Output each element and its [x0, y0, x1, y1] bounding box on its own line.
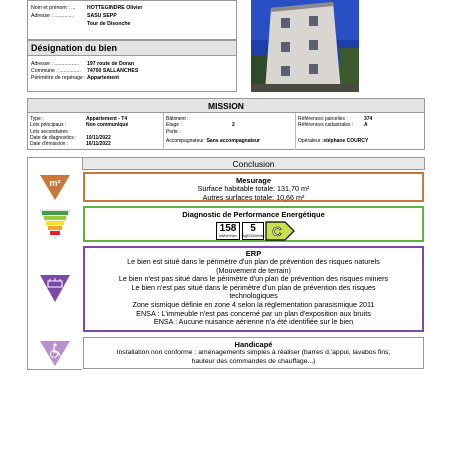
- owner-section: [27, 0, 237, 40]
- designation-address-row: [31, 61, 134, 67]
- owner-name-value: HOTTEGINDRE Olivier: [87, 5, 143, 11]
- erp-line: technologiques: [229, 291, 278, 301]
- mission-lots-value: Non communiqué: [86, 122, 129, 128]
- mesurage-autres-surfaces: Autres surfaces totale: 10,66 m²: [202, 192, 305, 202]
- mission-title: MISSION: [28, 99, 424, 113]
- owner-address-row: [31, 13, 117, 19]
- mission-etage-row: [166, 122, 235, 128]
- svg-text:m²: m²: [49, 178, 61, 188]
- handicape-line-2: hauteur des commandes de chauffage...): [191, 357, 316, 365]
- designation-commune-label: Commune : ...............: [31, 68, 81, 74]
- svg-text:C: C: [272, 224, 282, 239]
- designation-section: [27, 40, 237, 92]
- designation-address-label: Adresse : .................: [31, 61, 79, 67]
- erp-line: ENSA : Aucune nuisance aérienne n'a été identifiée sur le bien: [153, 317, 354, 327]
- wheelchair-icon: [38, 338, 72, 368]
- mission-date-diag-label: Date de diagnostics :: [30, 135, 77, 141]
- erp-line: Le bien est situé dans le périmètre d'un plan de prévention des risques naturels: [127, 257, 380, 266]
- dpe-energy: [216, 222, 240, 240]
- mission-etage-value: 2: [232, 122, 235, 128]
- erp-hazard-icon: [38, 272, 72, 304]
- designation-perimetre-label: Périmètre de repérage :: [31, 75, 86, 81]
- mission-ref-cad-label: Références cadastrales :: [298, 122, 354, 128]
- mission-porte-label: Porte :: [166, 129, 181, 135]
- designation-title: Désignation du bien: [28, 41, 236, 56]
- erp-line: Le bien n'est pas situé dans le périmètre d'un plan de prévention des risques miniers: [118, 274, 389, 284]
- designation-commune-row: [31, 68, 138, 74]
- owner-address-value-2: Tour de Disonche: [87, 21, 131, 27]
- mission-accomp-value: Sans accompagnateur: [206, 138, 260, 144]
- owner-address-value-1: SASU SEPP: [87, 13, 117, 19]
- mission-date-em-label: Date d'émission :: [30, 141, 69, 147]
- erp-title: ERP: [245, 249, 262, 258]
- erp-line: ENSA : L'immeuble n'est pas concerné par un plan d'exposition aux bruits: [136, 308, 371, 318]
- dpe-class-arrow: [265, 221, 295, 241]
- dpe-energy-unit: kWh/m²/an: [219, 234, 237, 238]
- mission-cell-batiment: [164, 113, 296, 150]
- mission-accomp-label: Accompagnateur :: [166, 138, 207, 144]
- mission-cell-type: [28, 113, 164, 150]
- mesurage-icon: [38, 172, 72, 202]
- mesurage-title: Mesurage: [235, 176, 271, 185]
- erp-box: [83, 246, 424, 332]
- mission-type-value: Appartement - T4: [86, 116, 128, 122]
- erp-line: Le bien n'est pas situé dans le périmètre d'un plan de prévention des risques: [131, 282, 376, 292]
- owner-name-row: [31, 5, 142, 11]
- mission-lots-sec-label: Lots secondaires :: [30, 129, 71, 135]
- dpe-title: Diagnostic de Performance Energétique: [182, 210, 325, 219]
- erp-line: Zone sismique définie en zone 4 selon la règlementation parasismique 2011: [132, 299, 375, 309]
- mission-date-em-value: 16/11/2022: [86, 141, 111, 147]
- owner-name-label: Nom et prénom : ...: [31, 5, 76, 11]
- mission-porte-row: [166, 129, 181, 135]
- mesurage-surface-habitable: Surface habitable totale: 131,70 m²: [197, 184, 310, 193]
- mission-date-diag-value: 10/11/2022: [86, 135, 111, 141]
- building-photo-image: [251, 0, 359, 92]
- mission-type-label: Type :: [30, 116, 44, 122]
- mission-batiment-label: Bâtiment :: [166, 116, 189, 122]
- mesurage-box: [83, 172, 424, 202]
- mission-operateur-row: [298, 138, 368, 144]
- mission-operateur-label: Opérateur :: [298, 138, 324, 144]
- dpe-energy-value: 158: [219, 223, 237, 234]
- handicape-line-1: Installation non conforme : aménagements simples à réaliser (barres d,'appui, lavabos fins,: [116, 349, 391, 356]
- building-photo: [251, 0, 359, 92]
- mission-etage-label: Etage :: [166, 122, 182, 128]
- mission-ref-parc-label: Références parcelles :: [298, 116, 348, 122]
- designation-perimetre-value: Appartement: [87, 75, 119, 81]
- mission-date-em-row: [30, 141, 111, 147]
- handicape-title: Handicapé: [234, 340, 273, 349]
- dpe-icon: [38, 207, 72, 241]
- mission-accomp-row: [166, 138, 260, 144]
- owner-address-label: Adresse : .............: [31, 13, 74, 19]
- mission-cell-references: [296, 113, 426, 150]
- mission-lots-row: [30, 122, 128, 128]
- designation-commune-value: 74700 SALLANCHES: [87, 68, 139, 74]
- dpe-ges-unit: kgCO2/m²/an: [243, 234, 265, 238]
- mission-ref-cad-row: [298, 122, 368, 128]
- dpe-box: [83, 206, 424, 242]
- mission-ref-cad-value: A: [364, 122, 368, 128]
- dpe-ges-value: 5: [250, 223, 256, 234]
- designation-perimetre-row: [31, 75, 119, 81]
- conclusion-title: Conclusion: [82, 157, 425, 170]
- mission-section: [27, 98, 425, 150]
- erp-line: (Mouvement de terrain): [216, 265, 291, 275]
- mission-operateur-value: stéphane COURCY: [323, 138, 369, 144]
- mission-ref-parc-value: 374: [364, 116, 373, 122]
- dpe-ges: [242, 222, 264, 240]
- mission-lots-label: Lots principaux :: [30, 122, 67, 128]
- handicape-box: [83, 337, 424, 369]
- owner-address-row-2: [87, 21, 130, 27]
- designation-address-value: 197 route de Doran: [87, 61, 134, 67]
